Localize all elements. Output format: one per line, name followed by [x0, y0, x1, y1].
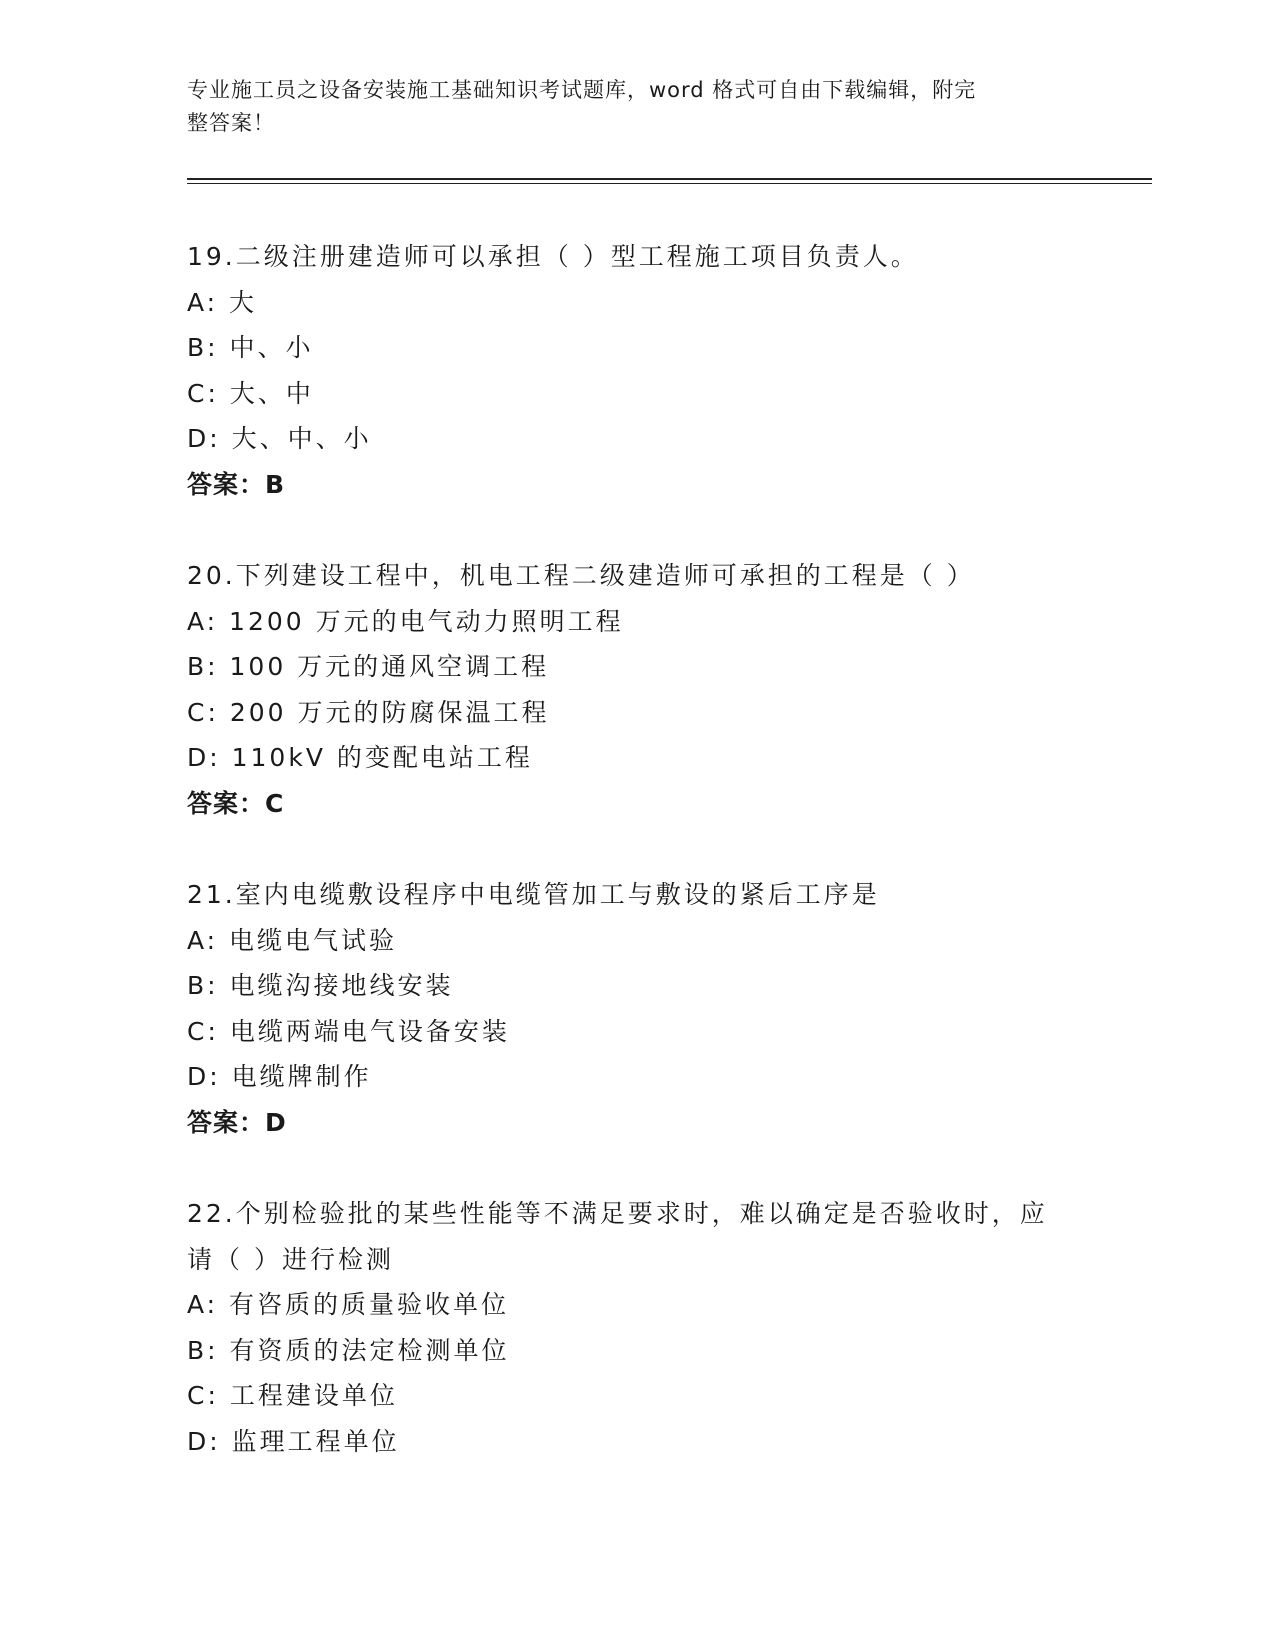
option-a: A: 1200 万元的电气动力照明工程	[187, 606, 624, 636]
option-c: C: 工程建设单位	[187, 1381, 398, 1410]
option-d: D: 监理工程单位	[187, 1426, 400, 1456]
question-stem-line-2: 请（ ）进行检测	[187, 1244, 394, 1274]
option-c: C: 200 万元的防腐保温工程	[187, 697, 550, 727]
option-b: B: 有资质的法定检测单位	[187, 1335, 510, 1365]
option-b: B: 电缆沟接地线安装	[187, 971, 454, 1000]
question-stem-line-1: 22.个别检验批的某些性能等不满足要求时，难以确定是否验收时，应	[187, 1199, 1048, 1228]
question-22	[187, 1191, 1087, 1464]
question-stem: 19.二级注册建造师可以承担（ ）型工程施工项目负责人。	[187, 242, 919, 271]
question-21	[187, 872, 1087, 1145]
option-c: C: 大、中	[187, 378, 314, 408]
option-d: D: 电缆牌制作	[187, 1062, 372, 1091]
option-b: B: 中、小	[187, 333, 314, 362]
answer-label: 答案：D	[187, 1107, 287, 1137]
option-a: A: 大	[187, 287, 258, 317]
question-stem: 21.室内电缆敷设程序中电缆管加工与敷设的紧后工序是	[187, 880, 880, 909]
question-19	[187, 234, 1087, 507]
answer-label: 答案：B	[187, 469, 286, 499]
option-b: B: 100 万元的通风空调工程	[187, 652, 550, 681]
answer-label: 答案：C	[187, 788, 285, 818]
option-a: A: 电缆电气试验	[187, 925, 398, 955]
header-divider-thick	[187, 178, 1152, 180]
option-a: A: 有咨质的质量验收单位	[187, 1290, 510, 1319]
question-stem: 20.下列建设工程中，机电工程二级建造师可承担的工程是（ ）	[187, 561, 975, 590]
question-20	[187, 553, 1087, 826]
document-header	[187, 74, 1067, 140]
option-c: C: 电缆两端电气设备安装	[187, 1016, 510, 1046]
question-list	[187, 234, 1087, 1510]
option-d: D: 110kV 的变配电站工程	[187, 743, 533, 772]
header-title-line-1: 专业施工员之设备安装施工基础知识考试题库，word 格式可自由下载编辑，附完	[187, 78, 977, 102]
header-title-line-2: 整答案！	[187, 111, 275, 135]
header-divider-thin	[187, 183, 1152, 184]
option-d: D: 大、中、小	[187, 424, 372, 453]
